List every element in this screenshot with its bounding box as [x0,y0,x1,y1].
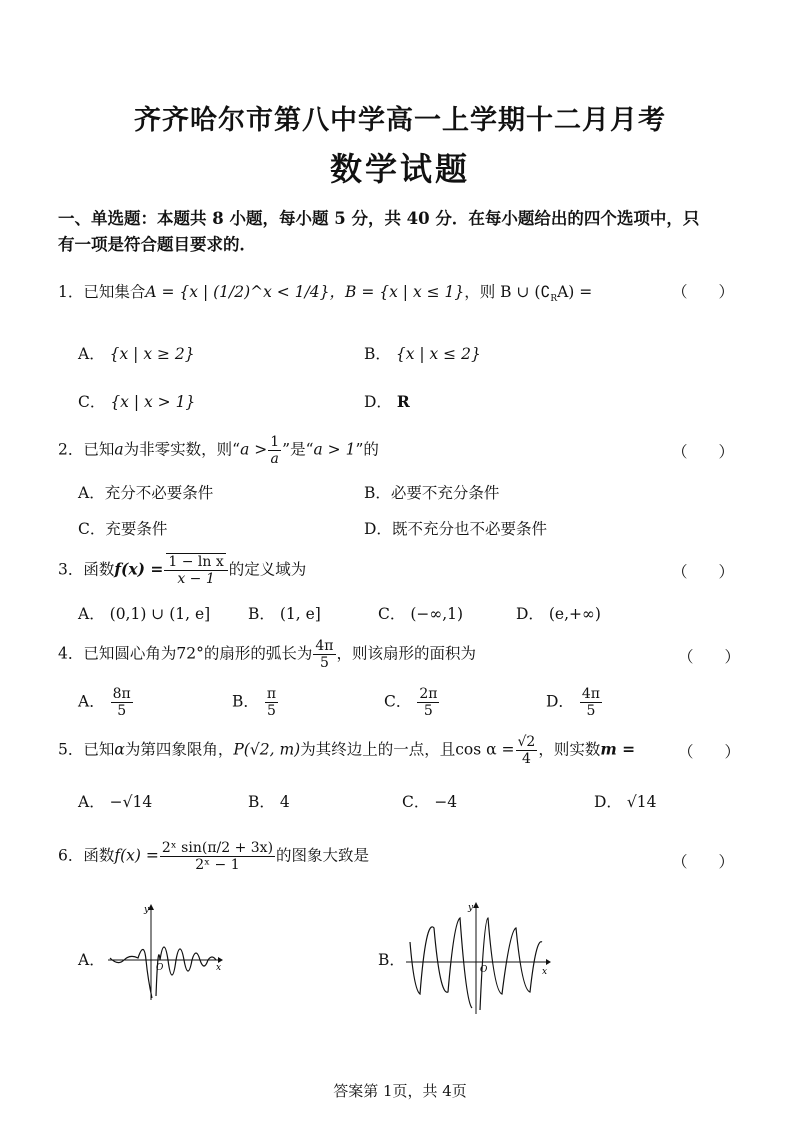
fraction: $\frac{\text{1 − ln x}}{x - 1}$ [164,554,227,587]
option-d[interactable]: D． (e,+∞) [516,605,601,623]
section-heading [58,206,748,258]
graph-option-a[interactable] [104,900,224,1004]
question-number: 3． [58,560,84,579]
condition-2: a > 1 [313,440,356,459]
question-6-stem [58,840,369,873]
stem-text: 已知集合 [83,283,146,301]
x-axis-label: x [216,963,222,973]
stem-text: 的扇形的弧长为 [203,644,313,663]
answer-blank: （ ） [678,743,741,761]
cos-expression: cos α = [455,740,515,759]
option-b[interactable]: B． (1, e] [248,605,321,623]
origin-label: O [156,963,164,973]
stem-variable: a [114,440,124,459]
question-2-stem [58,434,379,467]
stem-text: ”的 [355,440,379,459]
option-a[interactable]: A． {x | x ≥ 2} [78,345,195,363]
stem-text: 为第四象限角， [124,740,234,759]
alpha-symbol: α [114,740,125,759]
answer-blank: （ ） [672,853,735,871]
option-b[interactable]: B． 4 [248,793,290,811]
x-axis-label: x [542,967,548,977]
question-1-stem [58,280,592,304]
fraction: $\frac{\text{2ˣ sin(π/2 + 3x)}}{\text{2ˣ − 1}}$ [161,840,274,873]
condition-1: a > [240,440,268,459]
question-4-stem [58,638,476,671]
answer-blank: （ ） [672,563,735,581]
function-name: f(x) = [114,846,159,865]
option-c[interactable]: C． −4 [402,793,458,811]
variable-m: m = [600,739,636,759]
option-c[interactable]: C． $\frac{2\pi}{5}$ [384,686,438,719]
stem-ask: ，则 B ∪ (∁ [464,283,551,301]
option-b[interactable]: B． {x | x ≤ 2} [364,345,481,363]
stem-text: ”是“ [282,440,314,459]
answer-blank: （ ） [678,648,741,666]
y-axis-label: y [144,905,150,915]
question-3-stem [58,554,306,587]
graph-option-b[interactable] [402,898,554,1018]
stem-text: 函数 [83,560,115,579]
set-a-expression: A = {x | (1/2)^x < 1/4} [145,283,330,301]
stem-text: 为非零实数，则“ [123,440,241,459]
option-a[interactable]: A． $\frac{8\pi}{5}$ [78,686,131,719]
page-footer: 答案第 1页，共 4页 [333,1082,467,1100]
question-number: 2． [58,440,84,459]
complement-subscript: R [550,294,558,305]
stem-text: ，则该扇形的面积为 [336,644,477,663]
question-number: 5． [58,740,84,759]
option-a[interactable]: A．充分不必要条件 [78,484,214,502]
set-b-expression: ，B = {x | x ≤ 1} [329,283,465,301]
stem-text: 已知 [83,440,115,459]
question-number: 4． [58,644,84,663]
stem-text: 函数 [83,846,115,865]
option-d[interactable]: D． √14 [594,793,657,811]
option-a[interactable]: A． (0,1) ∪ (1, e] [78,605,211,623]
option-a[interactable]: A． [78,951,105,969]
stem-ask-tail: A) = [557,283,593,301]
option-d[interactable]: D．既不充分也不必要条件 [364,520,547,538]
function-name: f(x) = [114,559,164,579]
stem-text: ，则实数 [538,740,601,759]
stem-text: 已知圆心角为 [83,644,177,663]
option-d[interactable]: D． $\frac{4\pi}{5}$ [546,686,600,719]
fraction: $\frac{1}{a}$ [270,434,280,467]
option-b[interactable]: B． [378,951,405,969]
exam-subject-title: 数学试题 [329,150,470,188]
fraction: $\frac{4\pi}{5}$ [315,638,334,671]
angle-value: 72° [176,644,204,663]
stem-text: 为其终边上的一点，且 [300,740,456,759]
question-number: 6． [58,846,84,865]
option-a[interactable]: A． −√14 [78,793,153,811]
origin-label: O [480,965,488,975]
section-heading-line2: 有一项是符合题目要求的． [58,235,256,254]
question-number: 1． [58,283,84,301]
option-b[interactable]: B．必要不充分条件 [364,484,500,502]
stem-text: 的定义域为 [228,560,307,579]
point-p: P(√2, m) [233,740,301,759]
option-d[interactable]: D． R [364,392,410,411]
stem-text: 已知 [83,740,115,759]
fraction: $\frac{√2}{4}$ [517,734,536,767]
question-5-stem [58,734,635,767]
answer-blank: （ ） [672,283,735,301]
stem-text: 的图象大致是 [276,846,370,865]
option-c[interactable]: C． (−∞,1) [378,605,464,623]
option-b[interactable]: B． $\frac{\pi}{5}$ [232,686,277,719]
answer-blank: （ ） [672,443,735,461]
y-axis-label: y [468,903,474,913]
section-heading-line1: 一、单选题：本题共 8 小题，每小题 5 分，共 40 分．在每小题给出的四个选项中，只 [58,209,700,228]
exam-school-title: 齐齐哈尔市第八中学高一上学期十二月月考 [134,105,666,136]
option-c[interactable]: C．充要条件 [78,520,168,538]
option-c[interactable]: C． {x | x > 1} [78,393,196,411]
